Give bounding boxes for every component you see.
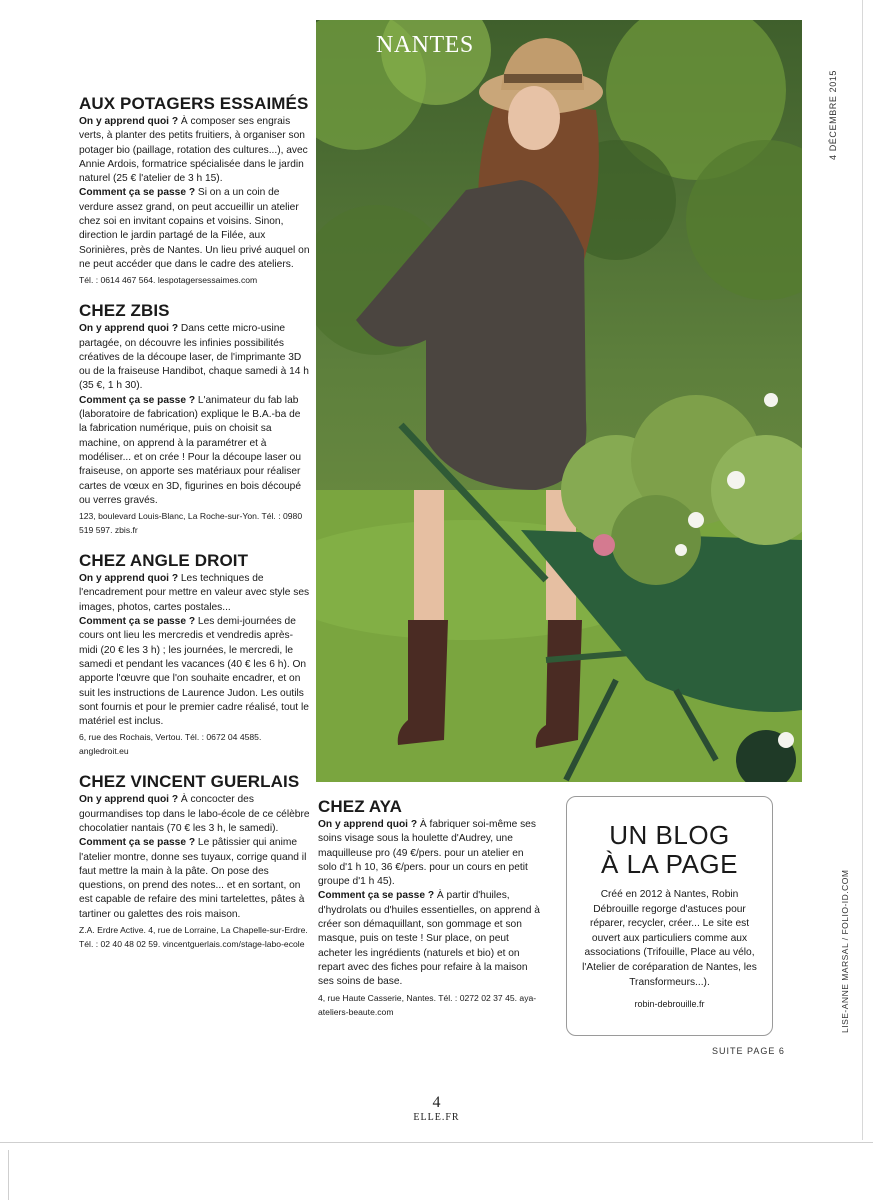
blog-title-line1: UN BLOG [609,820,730,850]
answer-text: Les techniques de l'encadrement pour mettre en valeur avec style ses images, photos, cartes postales... [79,573,310,613]
question-label: On y apprend quoi ? [79,116,179,127]
section-title: CHEZ VINCENT GUERLAIS [79,772,300,792]
section-paragraph [79,322,311,393]
section-zbis [79,301,311,537]
section-vincent-guerlais [79,772,311,951]
question-label: On y apprend quoi ? [79,794,179,806]
question-label: Comment ça se passe ? [79,837,196,849]
answer-text: À partir d'huiles, d'hydrolats ou d'huiles essentielles, on apprend à créer son démaquillant, son gommage et son masque, puis on teste ! Sur place, on peut acheter les ingrédients (naturels et bio) et on repart avec des fiches pour refaire à la maison ses soins de base. [318,890,540,988]
answer-text: Dans cette micro-usine partagée, on découvre les infinies possibilités créatives de la découpe laser, de l'imprimante 3D ou de la fraiseuse Handibot, chaque samedi à 14 h (35 €, 1 h 30). [79,323,309,392]
contact-info: 123, boulevard Louis-Blanc, La Roche-sur-Yon. Tél. : 0980 519 597. zbis.fr [79,511,303,536]
answer-text: Si on a un coin de verdure assez grand, on peut accueillir un atelier chez soi en invitant copains et voisins. Sinon, direction le jardin partagé de la Filée, aux Sorinières, près de Nantes. Un lieu privé auquel on ne peut accéder que dans le cadre des ateliers. [79,187,310,270]
section-paragraph [79,615,311,729]
question-label: On y apprend quoi ? [79,323,179,335]
answer-text: À concocter des gourmandises top dans le labo-école de ce célèbre chocolatier nantais (70 € les 3 h, le samedi). [79,794,310,834]
scan-edge [8,1150,9,1200]
photo-illustration [316,20,802,782]
answer-text: À composer ses engrais verts, à planter des petits fruitiers, à organiser son potager bio (paillage, rotation des cultures...), avec Annie Ardois, formatrice spécialisée dans le jardin naturel (25 € l'atelier de 3 h 15). [79,116,308,185]
answer-text: Les demi-journées de cours ont lieu les mercredis et vendredis après-midi (20 € les 3 h) ; les journées, le mercredi, le samedi et pendant les vacances (40 € les 6 h). On apporte l'œuvre que l'on souhaite encadrer, et on suit les instructions de Laurence Judon. Les outils sont fournis et pour le premier cadre réalisé, tout le matériel est inclus. [79,616,309,728]
section-paragraph [79,836,311,922]
section-title: CHEZ ANGLE DROIT [79,551,249,571]
city-label: NANTES [376,32,474,58]
section-paragraph [318,889,540,989]
scan-edge [862,0,863,1140]
section-paragraph [79,186,311,272]
answer-text: À fabriquer soi-même ses soins visage sous la houlette d'Audrey, une maquilleuse pro (49 €/pers. pour un atelier en solo d'1 h 10, 36 €/pers. pour un cours en petit groupe d'1 h 45). [318,819,536,888]
question-label: On y apprend quoi ? [318,819,418,830]
contact-info: 6, rue des Rochais, Vertou. Tél. : 0672 04 4585. angledroit.eu [79,732,262,757]
question-label: Comment ça se passe ? [79,394,196,406]
section-angle-droit [79,551,311,758]
middle-column [318,797,540,1033]
answer-text: L'animateur du fab lab (laboratoire de fabrication) explique le B.A.-ba de la fabrication numérique, puis on choisit sa machine, on apprend à la paramétrer et à modéliser... et on crée ! Pour la découpe laser ou fraiseuse, on apporte ses matériaux pour réaliser cartes de vœux en 3D, figurines en bois découpé ou verres gravés. [79,394,301,506]
section-potagers [79,94,311,287]
contact-info: 4, rue Haute Casserie, Nantes. Tél. : 0272 02 37 45. aya-ateliers-beaute.com [318,992,537,1017]
contact-info: Tél. : 0614 467 564. lespotagersessaimes.com [79,275,258,286]
section-aya [318,797,540,1019]
contact-info: Z.A. Erdre Active. 4, rue de Lorraine, La Chapelle-sur-Erdre. Tél. : 02 40 48 02 59. vincentguerlais.com/stage-labo-ecole [79,925,308,950]
scan-edge [0,1142,873,1143]
blog-site: robin-debrouille.fr [634,999,705,1010]
section-title: CHEZ ZBIS [79,301,170,321]
garden-photo [316,20,802,782]
photo-credit: LISE-ANNE MARSAL / FOLIO-ID.COM [840,869,850,1033]
section-paragraph [318,818,540,889]
section-paragraph [79,115,311,186]
continued-note: SUITE PAGE 6 [712,1046,785,1056]
section-paragraph [79,793,311,836]
question-label: Comment ça se passe ? [79,187,196,199]
question-label: Comment ça se passe ? [318,890,435,902]
blog-box [566,796,773,1036]
left-column [79,94,311,965]
section-paragraph [79,572,311,615]
issue-date: 4 DÉCEMBRE 2015 [828,69,838,160]
blog-title-line2: À LA PAGE [601,849,738,879]
brand-footer: ELLE.FR [413,1112,460,1123]
page-number: 4 [432,1094,441,1111]
question-label: On y apprend quoi ? [79,573,179,585]
blog-text: Créé en 2012 à Nantes, Robin Débrouille regorge d'astuces pour réparer, recycler, créer... Le site est ouvert aux particuliers comme aux associations (Trifouille, Place au vélo, l'Atelier de coréparation de Nantes, les Transformeurs...). [582,889,757,988]
section-paragraph [79,394,311,508]
answer-text: Le pâtissier qui anime l'atelier montre, donne ses tuyaux, corrige quand il faut mettre la main à la pâte. On pose des questions, on prend des notes... et en sortant, on est capable de refaire des mini tartelettes, pâtes à tartiner ou galettes des rois maison. [79,837,307,920]
section-title: CHEZ AYA [318,797,402,816]
question-label: Comment ça se passe ? [79,616,196,628]
section-title: AUX POTAGERS ESSAIMÉS [79,94,309,113]
